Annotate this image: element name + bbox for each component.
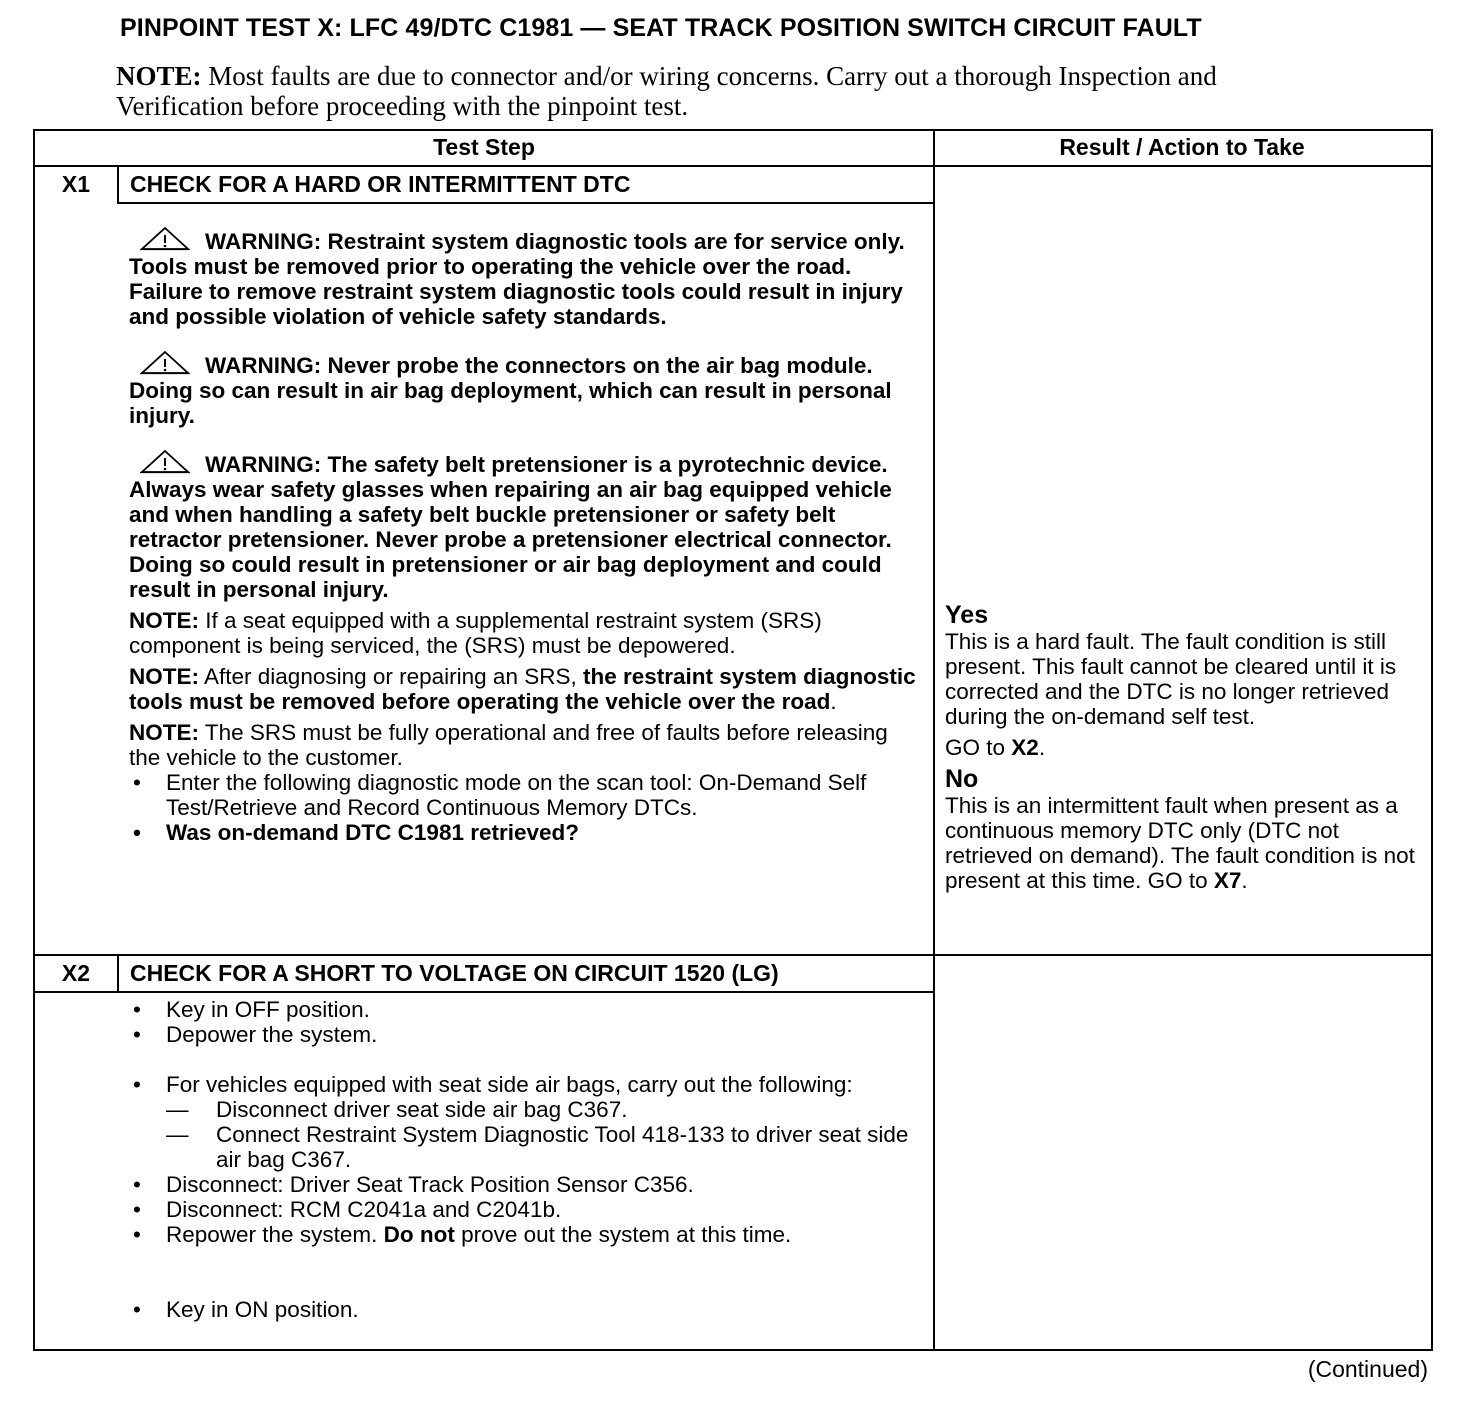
goto-end: . bbox=[1038, 735, 1046, 760]
note-bold-text: the restraint system diagnostic tools must be removed before operating the vehicle over the road bbox=[129, 664, 916, 714]
list-item bbox=[129, 1072, 919, 1172]
bullet: • bbox=[133, 1022, 141, 1047]
x1-title-bottom-line bbox=[117, 202, 933, 204]
warning-text-1: WARNING: Restraint system diagnostic tools are for service only. Tools must be removed prior to operating the vehicle over the road. Failure to remove restraint system diagnostic tools could result in injury and possible violation of vehicle safety standards. bbox=[129, 229, 905, 329]
page-title: PINPOINT TEST X: LFC 49/DTC C1981 — SEAT TRACK POSITION SWITCH CIRCUIT FAULT bbox=[120, 14, 1202, 42]
intro-note bbox=[116, 61, 1276, 121]
list-item bbox=[129, 1172, 919, 1197]
step-number-divider-x2 bbox=[117, 955, 119, 992]
intro-note-label: NOTE: bbox=[116, 61, 202, 91]
bullet: • bbox=[133, 1297, 141, 1322]
note-label: NOTE: bbox=[129, 720, 199, 745]
pinpoint-test-table bbox=[33, 129, 1433, 1351]
result-no-body: This is an intermittent fault when present as a continuous memory DTC only (DTC not retrieved on demand). The fault condition is not present at this time. GO to bbox=[945, 793, 1415, 893]
note-paragraph-3 bbox=[129, 720, 919, 770]
list-item-text: For vehicles equipped with seat side air bags, carry out the following: bbox=[166, 1072, 853, 1097]
result-no-text bbox=[945, 793, 1427, 893]
goto-step-link[interactable]: X2 bbox=[1011, 735, 1039, 760]
step-x1-content bbox=[129, 227, 919, 845]
column-divider bbox=[933, 131, 935, 1349]
warning-text-2: WARNING: Never probe the connectors on the air bag module. Doing so can result in air bag deployment, which can result in personal injury. bbox=[129, 353, 892, 428]
note-paragraph-2 bbox=[129, 664, 919, 714]
continued-label: (Continued) bbox=[1307, 1356, 1428, 1382]
goto-step-link[interactable]: X7 bbox=[1213, 868, 1242, 893]
note-text-end: . bbox=[830, 689, 837, 714]
dash: — bbox=[166, 1097, 189, 1122]
note-text: After diagnosing or repairing an SRS, bbox=[199, 664, 583, 689]
step-number-x2: X2 bbox=[61, 960, 91, 986]
x1-bottom-line bbox=[35, 954, 1431, 956]
goto-end: . bbox=[1241, 868, 1248, 893]
note-label: NOTE: bbox=[129, 608, 199, 633]
step-title-x2: CHECK FOR A SHORT TO VOLTAGE ON CIRCUIT 1520 (LG) bbox=[130, 960, 779, 986]
result-no-label: No bbox=[945, 765, 979, 793]
list-item bbox=[129, 1222, 919, 1247]
result-yes-label: Yes bbox=[945, 601, 989, 629]
list-item-text: Enter the following diagnostic mode on the scan tool: On-Demand Self Test/Retrieve and Record Continuous Memory DTCs. bbox=[166, 770, 867, 820]
x2-title-bottom-line bbox=[35, 991, 933, 993]
list-item bbox=[129, 1022, 919, 1047]
spacer bbox=[129, 329, 919, 351]
bullet: • bbox=[133, 1072, 141, 1097]
list-item bbox=[129, 820, 919, 845]
warning-paragraph-1 bbox=[129, 227, 919, 329]
dash: — bbox=[166, 1122, 189, 1147]
note-label: NOTE: bbox=[129, 664, 199, 689]
list-item-text: Was on-demand DTC C1981 retrieved? bbox=[166, 820, 580, 845]
goto-text: GO to bbox=[945, 735, 1012, 760]
list-item-text: Disconnect: RCM C2041a and C2041b. bbox=[166, 1197, 562, 1222]
step-x1-result bbox=[945, 602, 1427, 893]
bullet: • bbox=[133, 1172, 141, 1197]
note-paragraph-1 bbox=[129, 608, 919, 658]
list-item bbox=[129, 1197, 919, 1222]
note-text: If a seat equipped with a supplemental restraint system (SRS) component is being serviced, the (SRS) must be depowered. bbox=[129, 608, 822, 658]
spacer bbox=[129, 428, 919, 450]
sub-list-item bbox=[166, 1122, 919, 1172]
bullet: • bbox=[133, 820, 141, 845]
header-test-step: Test Step bbox=[433, 134, 535, 160]
step-x2-content bbox=[129, 997, 919, 1322]
sub-list-item-text: Disconnect driver seat side air bag C367. bbox=[216, 1097, 628, 1122]
list-item-text: Disconnect: Driver Seat Track Position Sensor C356. bbox=[166, 1172, 694, 1197]
sub-list-item-text: Connect Restraint System Diagnostic Tool 418-133 to driver seat side air bag C367. bbox=[216, 1122, 909, 1172]
list-item bbox=[129, 770, 919, 820]
list-item bbox=[129, 997, 919, 1022]
warning-text-3: WARNING: The safety belt pretensioner is a pyrotechnic device. Always wear safety glasses when repairing an air bag equipped vehicle and when handling a safety belt buckle pretensioner or safety belt retractor pretensioner. Never probe a pretensioner electrical connector. Doing so could result in pretensioner or air bag deployment and could result in personal injury. bbox=[129, 452, 892, 602]
sub-list-item bbox=[166, 1097, 919, 1122]
warning-triangle-icon bbox=[139, 450, 191, 474]
list-item bbox=[129, 1297, 919, 1322]
step-number-divider-x1 bbox=[117, 166, 119, 203]
bullet: • bbox=[133, 770, 141, 795]
step-number-x1: X1 bbox=[61, 171, 91, 197]
header-bottom-line bbox=[35, 165, 1431, 167]
list-item-text: Key in OFF position. bbox=[166, 997, 370, 1022]
list-item-text: Repower the system. bbox=[166, 1222, 384, 1247]
spacer bbox=[129, 1047, 919, 1072]
list-item-text: Depower the system. bbox=[166, 1022, 378, 1047]
step-title-x1: CHECK FOR A HARD OR INTERMITTENT DTC bbox=[130, 171, 631, 197]
bullet: • bbox=[133, 1197, 141, 1222]
list-item-text: Key in ON position. bbox=[166, 1297, 359, 1322]
note-text: The SRS must be fully operational and free of faults before releasing the vehicle to the customer. bbox=[129, 720, 888, 770]
warning-paragraph-2 bbox=[129, 351, 919, 428]
list-item-bold-text: Do not bbox=[383, 1222, 455, 1247]
warning-triangle-icon bbox=[139, 351, 191, 375]
spacer bbox=[129, 1247, 919, 1297]
warning-paragraph-3 bbox=[129, 450, 919, 602]
result-yes-goto bbox=[945, 735, 1427, 760]
header-result-action: Result / Action to Take bbox=[1059, 134, 1305, 160]
bullet: • bbox=[133, 997, 141, 1022]
warning-triangle-icon bbox=[139, 227, 191, 251]
result-yes-text: This is a hard fault. The fault condition is still present. This fault cannot be cleared until it is corrected and the DTC is no longer retrieved during the on-demand self test. bbox=[945, 629, 1397, 729]
intro-note-text: Most faults are due to connector and/or wiring concerns. Carry out a thorough Inspection and Verification before proceeding with the pinpoint test. bbox=[116, 61, 1217, 121]
bullet: • bbox=[133, 1222, 141, 1247]
list-item-text-end: prove out the system at this time. bbox=[454, 1222, 792, 1247]
